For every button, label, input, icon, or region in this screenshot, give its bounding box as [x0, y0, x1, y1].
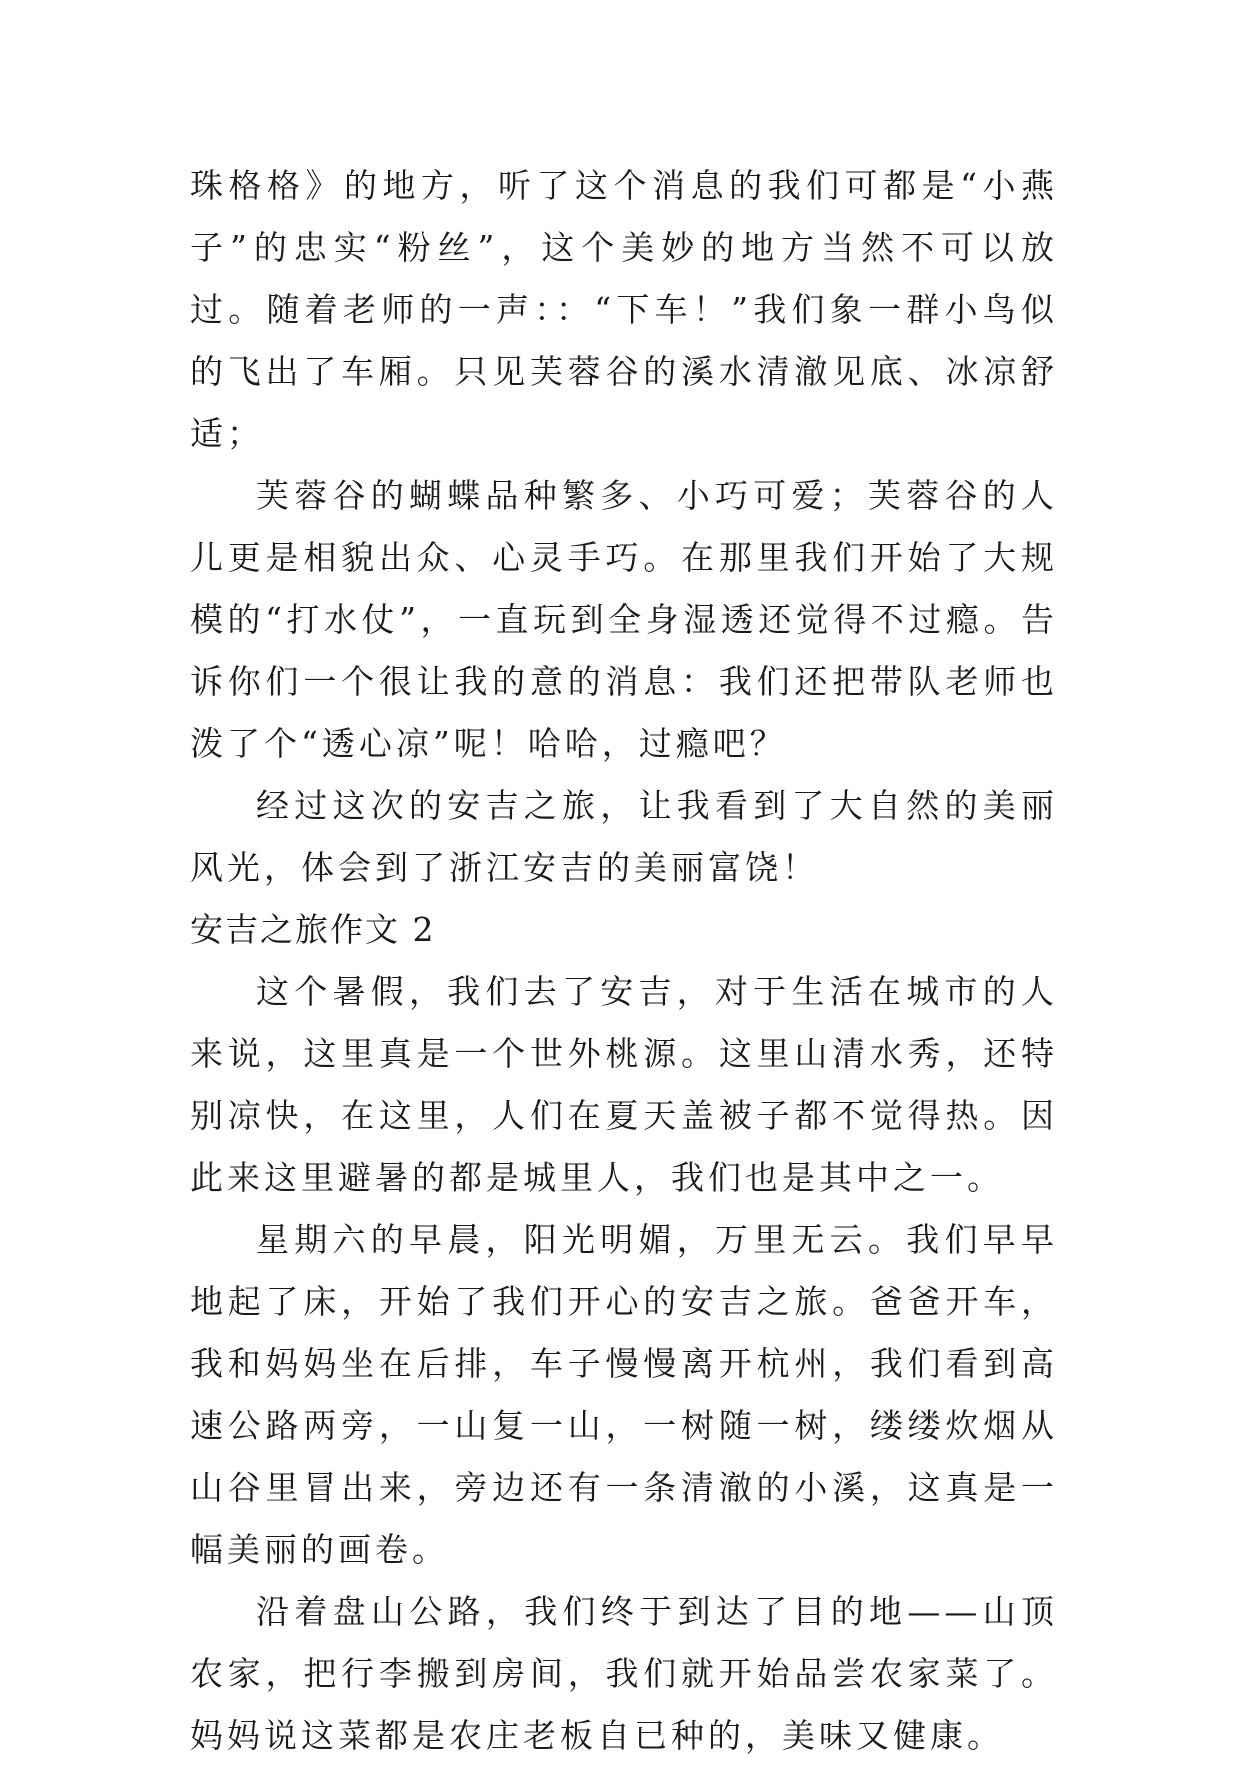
paragraph-6: 沿着盘山公路，我们终于到达了目的地——山顶农家，把行李搬到房间，我们就开始品尝农家菜了。妈妈说这菜都是农庄老板自已种的，美味又健康。	[190, 1592, 1058, 1755]
paragraph-2: 芙蓉谷的蝴蝶品种繁多、小巧可爱；芙蓉谷的人儿更是相貌出众、心灵手巧。在那里我们开始了大规模的“打水仗”，一直玩到全身湿透还觉得不过瘾。告诉你们一个很让我的意的消息：我们还把带队老师也泼了个“透心凉”呢！哈哈，过瘾吧？	[190, 476, 1058, 763]
paragraph-5: 星期六的早晨，阳光明媚，万里无云。我们早早地起了床，开始了我们开心的安吉之旅。爸爸开车，我和妈妈坐在后排，车子慢慢离开杭州，我们看到高速公路两旁，一山复一山，一树随一树，缕缕炊烟从山谷里冒出来，旁边还有一条清澈的小溪，这真是一幅美丽的画卷。	[190, 1220, 1058, 1569]
paragraph-3: 经过这次的安吉之旅，让我看到了大自然的美丽风光，体会到了浙江安吉的美丽富饶！	[190, 786, 1058, 887]
paragraph-4: 这个暑假，我们去了安吉，对于生活在城市的人来说，这里真是一个世外桃源。这里山清水秀，还特别凉快，在这里，人们在夏天盖被子都不觉得热。因此来这里避暑的都是城里人，我们也是其中之一。	[190, 972, 1058, 1197]
section-heading: 安吉之旅作文 2	[190, 910, 436, 949]
document-page	[190, 155, 1058, 1767]
paragraph-1: 珠格格》的地方，听了这个消息的我们可都是“小燕子”的忠实“粉丝”，这个美妙的地方当然不可以放过。随着老师的一声：：“下车！”我们象一群小鸟似的飞出了车厢。只见芙蓉谷的溪水清澈见底、冰凉舒适；	[190, 166, 1058, 453]
